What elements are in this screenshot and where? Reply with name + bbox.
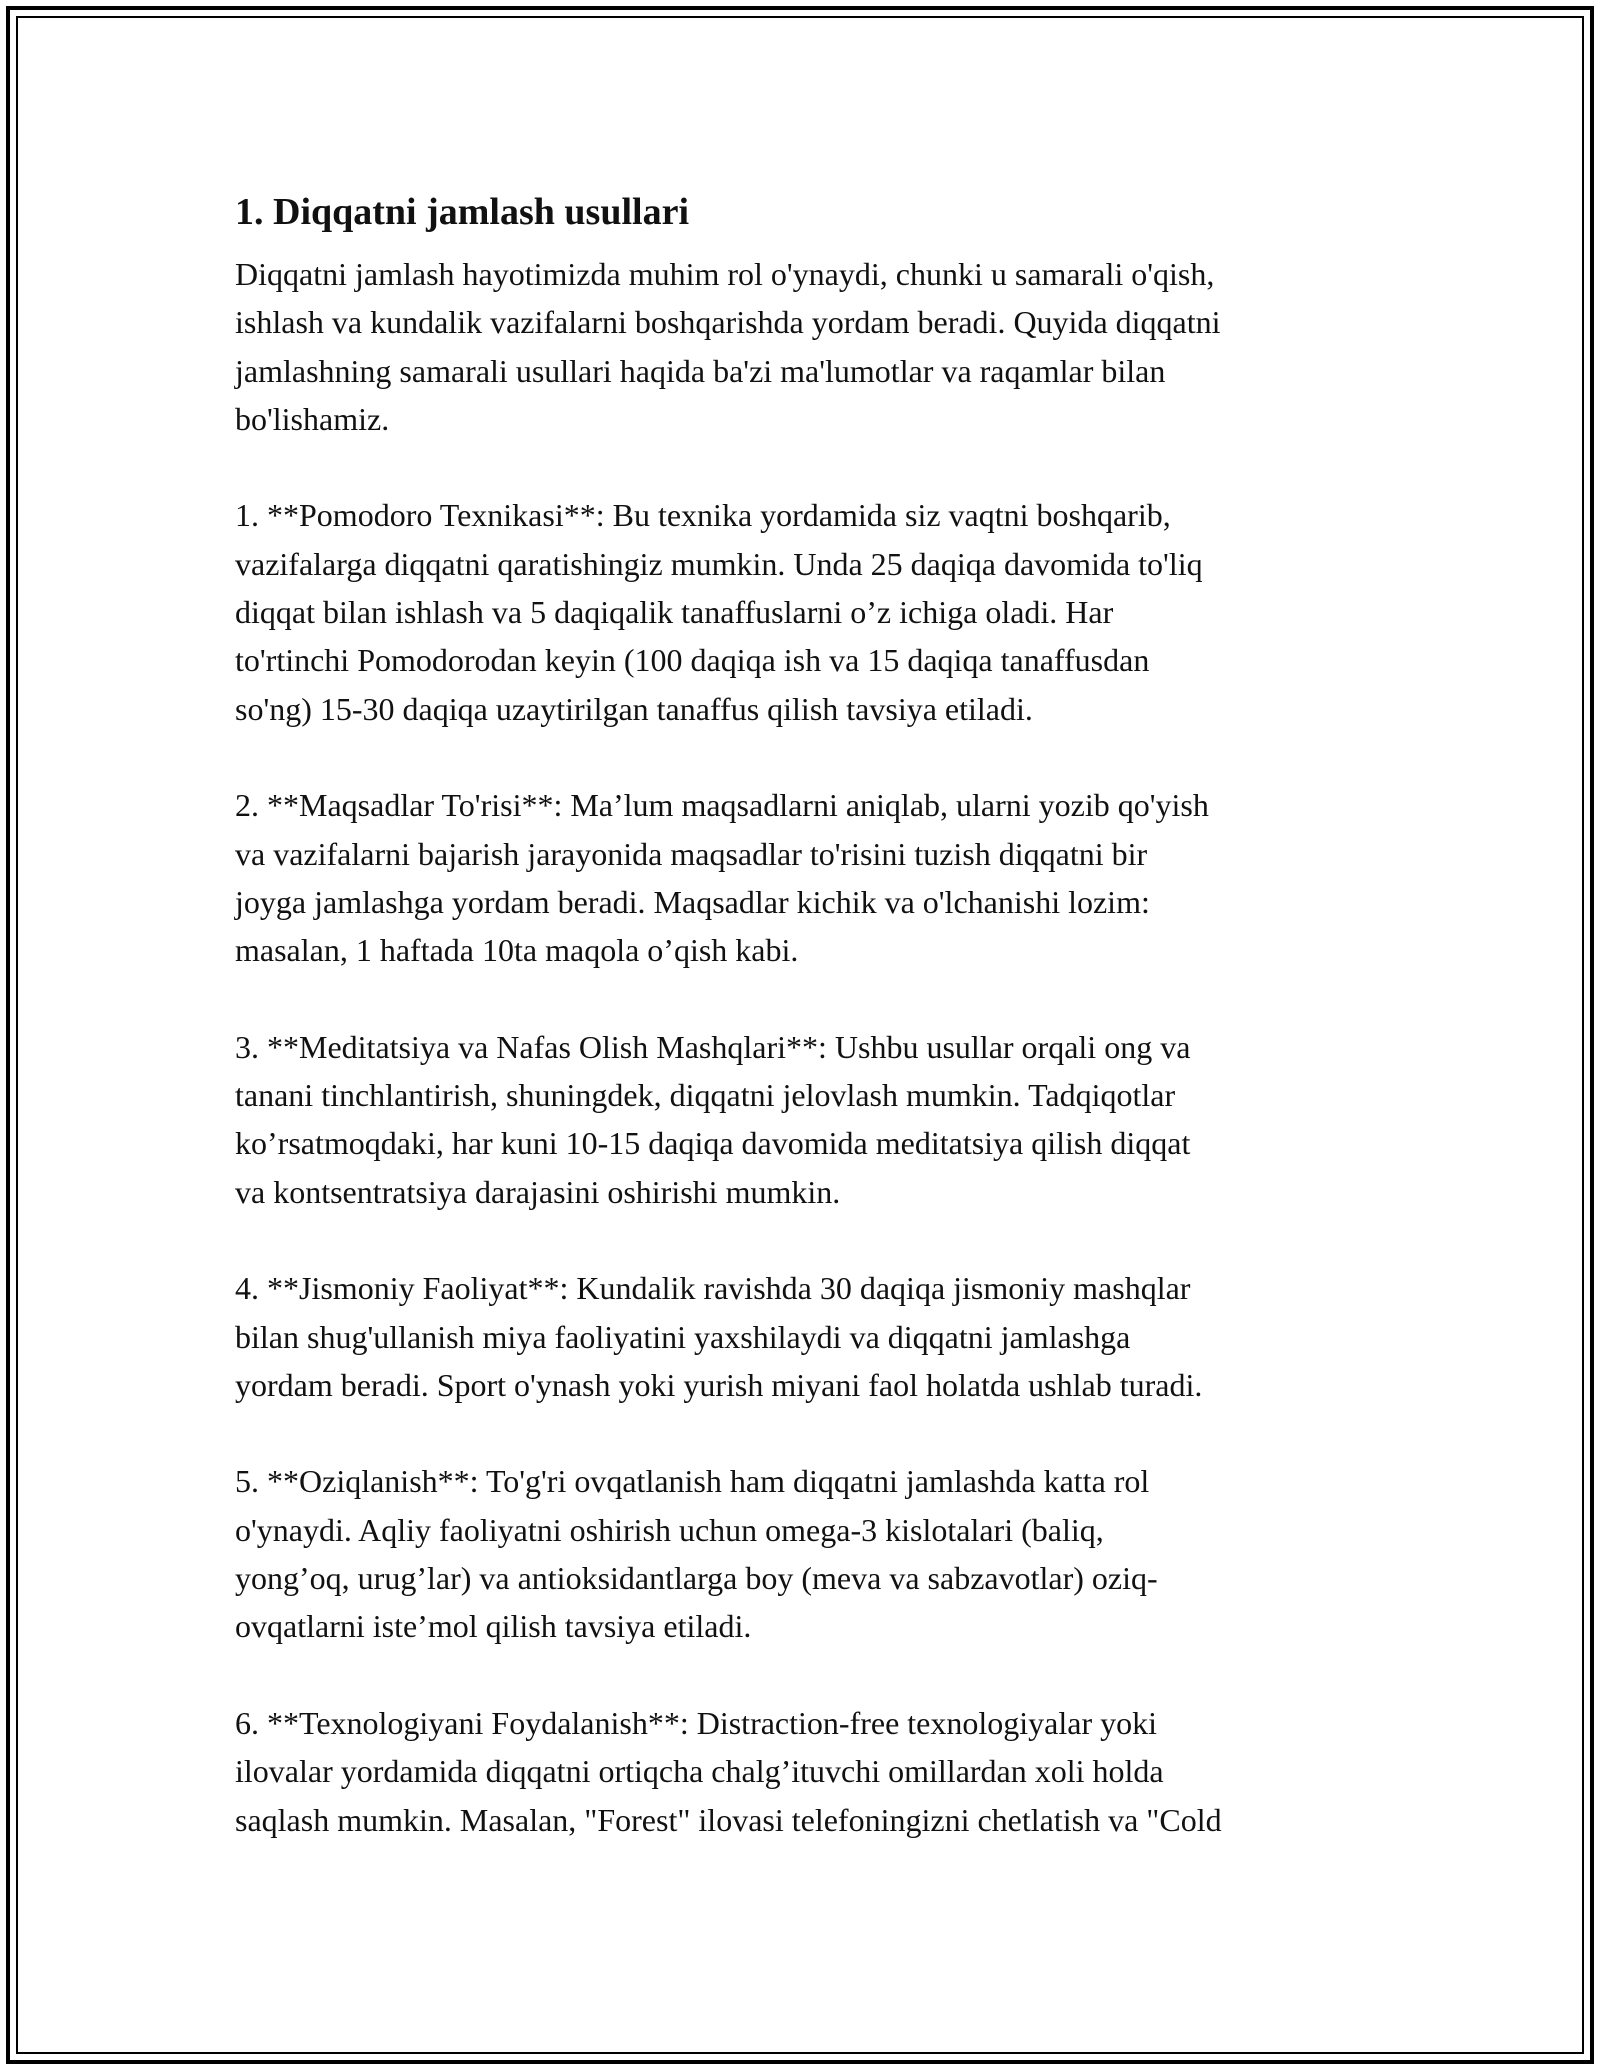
text-line: 2. **Maqsadlar To'risi**: Ma’lum maqsadlarni aniqlab, ularni yozib qo'yish xyxy=(235,787,1209,824)
text-line: va kontsentratsiya darajasini oshirishi mumkin. xyxy=(235,1173,841,1210)
text-line: saqlash mumkin. Masalan, "Forest" ilovasi telefoningizni chetlatish va "Cold xyxy=(235,1801,1222,1838)
physical-activity-paragraph xyxy=(235,1264,1375,1409)
text-line: ovqatlarni iste’mol qilish tavsiya etiladi. xyxy=(235,1608,752,1645)
text-line: so'ng) 15-30 daqiqa uzaytirilgan tanaffus qilish tavsiya etiladi. xyxy=(235,690,1033,727)
section-heading: 1. Diqqatni jamlash usullari xyxy=(235,191,689,233)
text-line: masalan, 1 haftada 10ta maqola o’qish kabi. xyxy=(235,932,799,969)
text-line: o'ynaydi. Aqliy faoliyatni oshirish uchun omega-3 kislotalari (baliq, xyxy=(235,1511,1104,1548)
text-line: 5. **Oziqlanish**: To'g'ri ovqatlanish ham diqqatni jamlashda katta rol xyxy=(235,1463,1150,1500)
pomodoro-paragraph xyxy=(235,491,1375,732)
text-line: vazifalarga diqqatni qaratishingiz mumkin. Unda 25 daqiqa davomida to'liq xyxy=(235,545,1203,582)
intro-paragraph xyxy=(235,250,1375,443)
text-line: bo'lishamiz. xyxy=(235,400,390,437)
text-line: ishlash va kundalik vazifalarni boshqarishda yordam beradi. Quyida diqqatni xyxy=(235,304,1221,341)
nutrition-paragraph xyxy=(235,1457,1375,1650)
text-line: 3. **Meditatsiya va Nafas Olish Mashqlari**: Ushbu usullar orqali ong va xyxy=(235,1028,1191,1065)
text-line: jamlashning samarali usullari haqida ba'zi ma'lumotlar va raqamlar bilan xyxy=(235,352,1166,389)
text-line: yordam beradi. Sport o'ynash yoki yurish miyani faol holatda ushlab turadi. xyxy=(235,1366,1203,1403)
text-line: yong’oq, urug’lar) va antioksidantlarga boy (meva va sabzavotlar) oziq- xyxy=(235,1560,1158,1597)
text-line: 4. **Jismoniy Faoliyat**: Kundalik ravishda 30 daqiqa jismoniy mashqlar xyxy=(235,1270,1191,1307)
text-line: to'rtinchi Pomodorodan keyin (100 daqiqa ish va 15 daqiqa tanaffusdan xyxy=(235,642,1150,679)
text-line: 6. **Texnologiyani Foydalanish**: Distraction-free texnologiyalar yoki xyxy=(235,1704,1157,1741)
meditation-paragraph xyxy=(235,1023,1375,1216)
text-line: va vazifalarni bajarish jarayonida maqsadlar to'risini tuzish diqqatni bir xyxy=(235,835,1148,872)
text-line: tanani tinchlantirish, shuningdek, diqqatni jelovlash mumkin. Tadqiqotlar xyxy=(235,1077,1176,1114)
text-line: 1. **Pomodoro Texnikasi**: Bu texnika yordamida siz vaqtni boshqarib, xyxy=(235,497,1171,534)
text-line: bilan shug'ullanish miya faoliyatini yaxshilaydi va diqqatni jamlashga xyxy=(235,1318,1131,1355)
text-line: Diqqatni jamlash hayotimizda muhim rol o'ynaydi, chunki u samarali o'qish, xyxy=(235,256,1215,292)
text-line: diqqat bilan ishlash va 5 daqiqalik tanaffuslarni o’z ichiga oladi. Har xyxy=(235,594,1114,631)
goals-paragraph xyxy=(235,781,1375,974)
text-line: joyga jamlashga yordam beradi. Maqsadlar kichik va o'lchanishi lozim: xyxy=(235,883,1150,920)
technology-paragraph xyxy=(235,1699,1375,1844)
document-body xyxy=(235,188,1375,1892)
text-line: ko’rsatmoqdaki, har kuni 10-15 daqiqa davomida meditatsiya qilish diqqat xyxy=(235,1125,1191,1162)
text-line: ilovalar yordamida diqqatni ortiqcha chalg’ituvchi omillardan xoli holda xyxy=(235,1753,1164,1790)
